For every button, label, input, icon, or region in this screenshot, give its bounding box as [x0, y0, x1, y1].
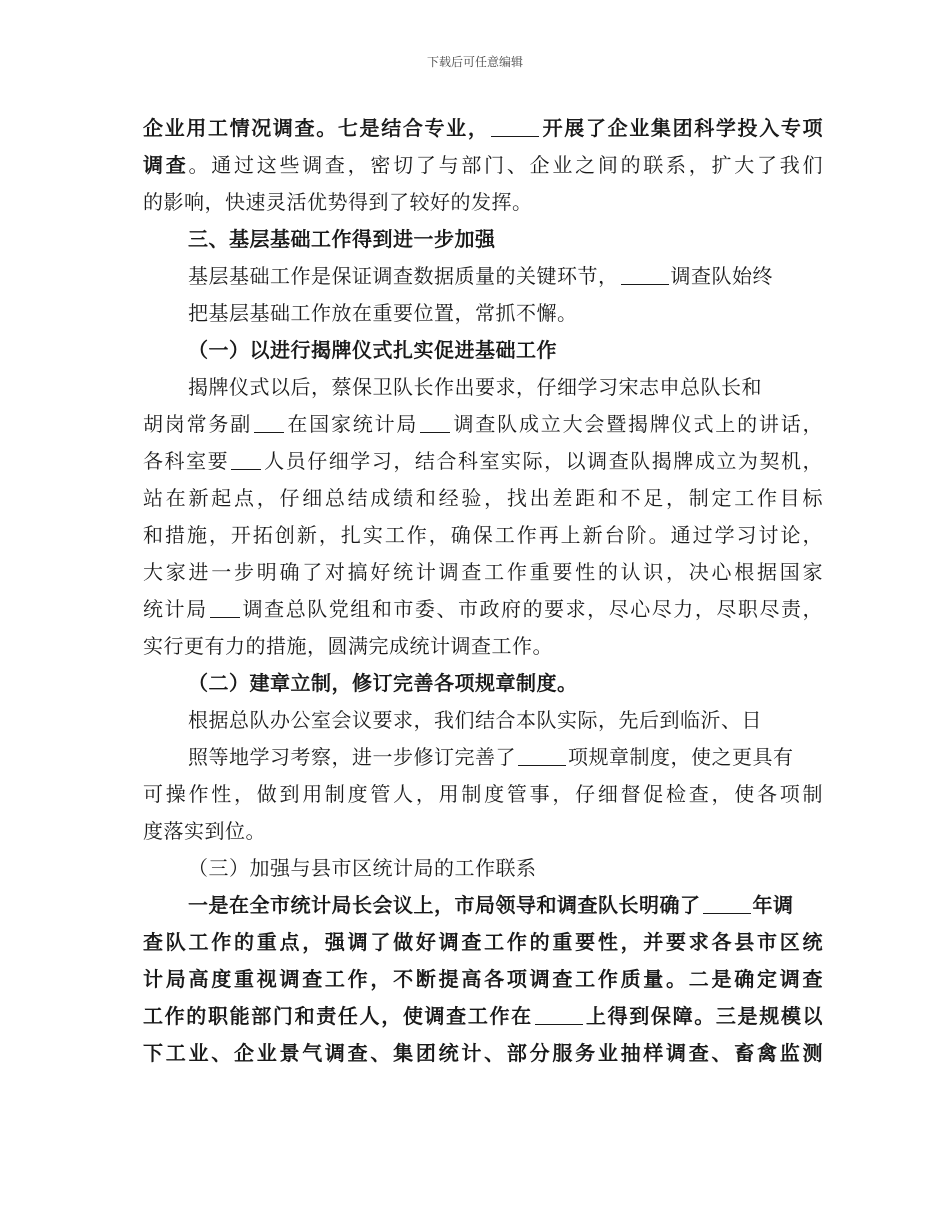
- fill-blank: [491, 114, 539, 137]
- fill-blank: [535, 1002, 583, 1025]
- paragraph-line: 工作的职能部门和责任人，使调查工作在 上得到保障。三是规模以: [143, 1004, 824, 1028]
- fill-blank: [231, 447, 261, 470]
- paragraph-line: 可操作性，做到用制度管人，用制度管事，仔细督促检查，使各项制: [143, 782, 823, 806]
- paragraph-line: 把基层基础工作放在重要位置，常抓不懈。: [188, 301, 578, 325]
- paragraph-line: 一是在全市统计局长会议上，市局领导和调查队长明确了 年调: [188, 893, 794, 917]
- paragraph-line: 揭牌仪式以后，蔡保卫队长作出要求，仔细学习宋志申总队长和: [188, 375, 762, 399]
- paragraph-line: 站在新起点，仔细总结成绩和经验，找出差距和不足，制定工作目标: [143, 486, 823, 510]
- subsection-heading: （三）加强与县市区统计局的工作联系: [188, 856, 537, 880]
- paragraph-line: 度落实到位。: [143, 819, 266, 843]
- fill-blank: [210, 595, 240, 618]
- paragraph-line: 企业用工情况调查。七是结合专业， 开展了企业集团科学投入专项: [143, 116, 824, 140]
- paragraph-line: 查队工作的重点，强调了做好调查工作的重要性，并要求各县市区统: [143, 930, 823, 954]
- paragraph-line: 计局高度重视调查工作，不断提高各项调查工作质量。二是确定调查: [143, 967, 823, 991]
- subsection-heading: （二）建章立制，修订完善各项规章制度。: [188, 671, 578, 695]
- fill-blank: [420, 410, 450, 433]
- paragraph-line: 的影响，快速灵活优势得到了较好的发挥。: [143, 190, 533, 214]
- paragraph-line: 照等地学习考察，进一步修订完善了 项规章制度，使之更具有: [188, 745, 794, 769]
- page-header: 下载后可任意编辑: [426, 55, 523, 69]
- paragraph-line: 实行更有力的措施，圆满完成统计调查工作。: [143, 634, 553, 658]
- fill-blank: [518, 743, 566, 766]
- paragraph-line: 胡岗常务副 在国家统计局 调查队成立大会暨揭牌仪式上的讲话，: [143, 412, 824, 436]
- paragraph-line: 基层基础工作是保证调查数据质量的关键环节， 调查队始终: [188, 264, 773, 288]
- paragraph-line: 大家进一步明确了对搞好统计调查工作重要性的认识，决心根据国家: [143, 560, 823, 584]
- fill-blank: [621, 262, 669, 285]
- subsection-heading: （一）以进行揭牌仪式扎实促进基础工作: [188, 338, 557, 362]
- section-heading: 三、基层基础工作得到进一步加强: [188, 227, 496, 251]
- fill-blank: [703, 891, 751, 914]
- fill-blank: [254, 410, 284, 433]
- paragraph-line: 统计局 调查总队党组和市委、市政府的要求，尽心尽力，尽职尽责，: [143, 597, 824, 621]
- paragraph-line: 各科室要 人员仔细学习，结合科室实际，以调查队揭牌成立为契机，: [143, 449, 824, 473]
- paragraph-line: 调查。通过这些调查，密切了与部门、企业之间的联系，扩大了我们: [143, 153, 824, 177]
- paragraph-line: 和措施，开拓创新，扎实工作，确保工作再上新台阶。通过学习讨论，: [143, 523, 823, 547]
- paragraph-line: 下工业、企业景气调查、集团统计、部分服务业抽样调查、畜禽监测: [143, 1041, 823, 1065]
- paragraph-line: 根据总队办公室会议要求，我们结合本队实际，先后到临沂、日: [188, 708, 762, 732]
